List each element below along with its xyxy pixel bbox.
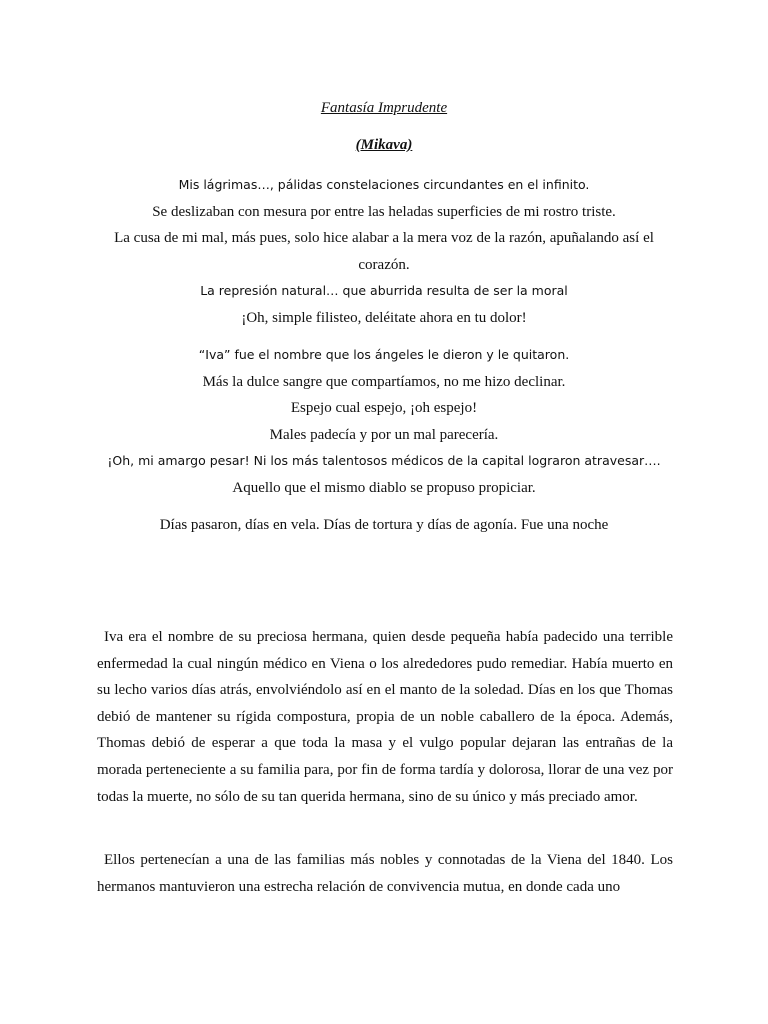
prose-paragraph: Iva era el nombre de su preciosa hermana, quien desde pequeña había padecido una terrible enfermedad la cual ningún médico en Viena o los alrededores pudo remediar. Había muerto en su lecho varios días atrás, envolviéndolo así en el manto de la soledad. Días en los que Thomas debió de mantener su rígida compostura, propia de un noble caballero de la época. Además, Thomas debió de esperar a que toda la masa y el vulgo popular dejaran las entrañas de la morada perteneciente a su familia para, por fin de forma tardía y dolorosa, llorar de una vez por todas la muerte, no sólo de su tan querida hermana, sino de su único y más preciado amor. [97,629,673,805]
poem-line: Males padecía y por un mal parecería. [269,426,499,443]
poem-line: Espejo cual espejo, ¡oh espejo! [290,400,478,416]
poem-title: Fantasía Imprudente [320,100,448,116]
prose-paragraph: Ellos pertenecían a una de las familias más nobles y connotadas de la Viena del 1840. Los hermanos mantuvieron una estrecha relación de convivencia mutua, en donde cada uno [97,852,673,895]
poem-stanza [96,512,672,539]
poem-line: ¡Oh, simple filisteo, deléitate ahora en tu dolor! [241,309,527,326]
poem-line: La cusa de mi mal, más pues, solo hice alabar a la mera voz de la razón, apuñalando así el corazón. [114,230,654,273]
poem-line: Se deslizaban con mesura por entre las heladas superficies de mi rostro triste. [152,203,616,220]
poem-line: ¡Oh, mi amargo pesar! Ni los más talentosos médicos de la capital lograron atravesar…. [107,453,661,468]
poem-line: “Iva” fue el nombre que los ángeles le dieron y le quitaron. [198,347,570,362]
poem-line: Más la dulce sangre que compartíamos, no me hizo declinar. [202,373,566,390]
poem-line: Aquello que el mismo diablo se propuso propiciar. [232,479,536,496]
poem-stanza [96,172,672,331]
poem-line: La represión natural… que aburrida resulta de ser la moral [200,283,568,298]
poem-line: Mis lágrimas…, pálidas constelaciones circundantes en el infinito. [178,177,590,192]
poem-author: (Mikava) [355,137,413,153]
poem-stanza [96,342,672,501]
poem-line: Días pasaron, días en vela. Días de tortura y días de agonía. Fue una noche [159,517,609,533]
